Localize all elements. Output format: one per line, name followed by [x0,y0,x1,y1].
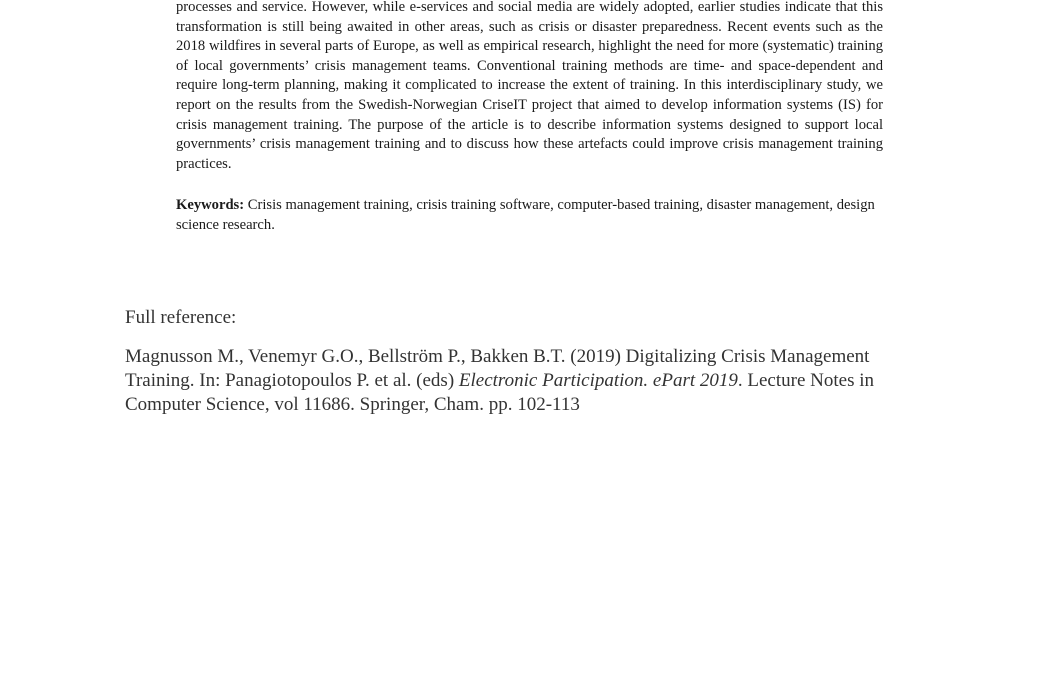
citation-book-title: Electronic Participation. ePart 2019 [458,370,738,391]
abstract-text: processes and service. However, while e-services and social media are widely adopted, earlier studies indicate that this transformation is still being awaited in other areas, such as crisis or disaster preparedness. Recent events such as the 2018 wildfires in several parts of Europe, as well as empirical research, highlight the need for more (systematic) training of local governments’ crisis management teams. Conventional training methods are time- and space-dependent and require long-term planning, making it complicated to increase the extent of training. In this interdisciplinary study, we report on the results from the Swedish-Norwegian CriseIT project that aimed to develop information systems (IS) for crisis management training. The purpose of the article is to describe information systems designed to support local governments’ crisis management training and to discuss how these artefacts could improve crisis management training practices. [176,0,883,172]
citation-authors-title: Magnusson M., Venemyr G.O., Bellström P., Bakken B.T. (2019) Digitalizing Crisis Management Training. In: Panagiotopoulos P. et al. (eds) [125,346,870,391]
citation-series-info: . Lecture Notes in Computer Science, vol 11686. Springer, Cham. pp. 102-113 [125,370,875,415]
abstract-section [176,0,883,174]
keywords-label: Keywords: [176,197,245,213]
keywords-paragraph [176,196,883,235]
keywords-text: Crisis management training, crisis training software, computer-based training, disaster management, design science research. [176,197,875,233]
full-reference-heading: Full reference: [125,307,237,328]
citation [125,345,915,417]
